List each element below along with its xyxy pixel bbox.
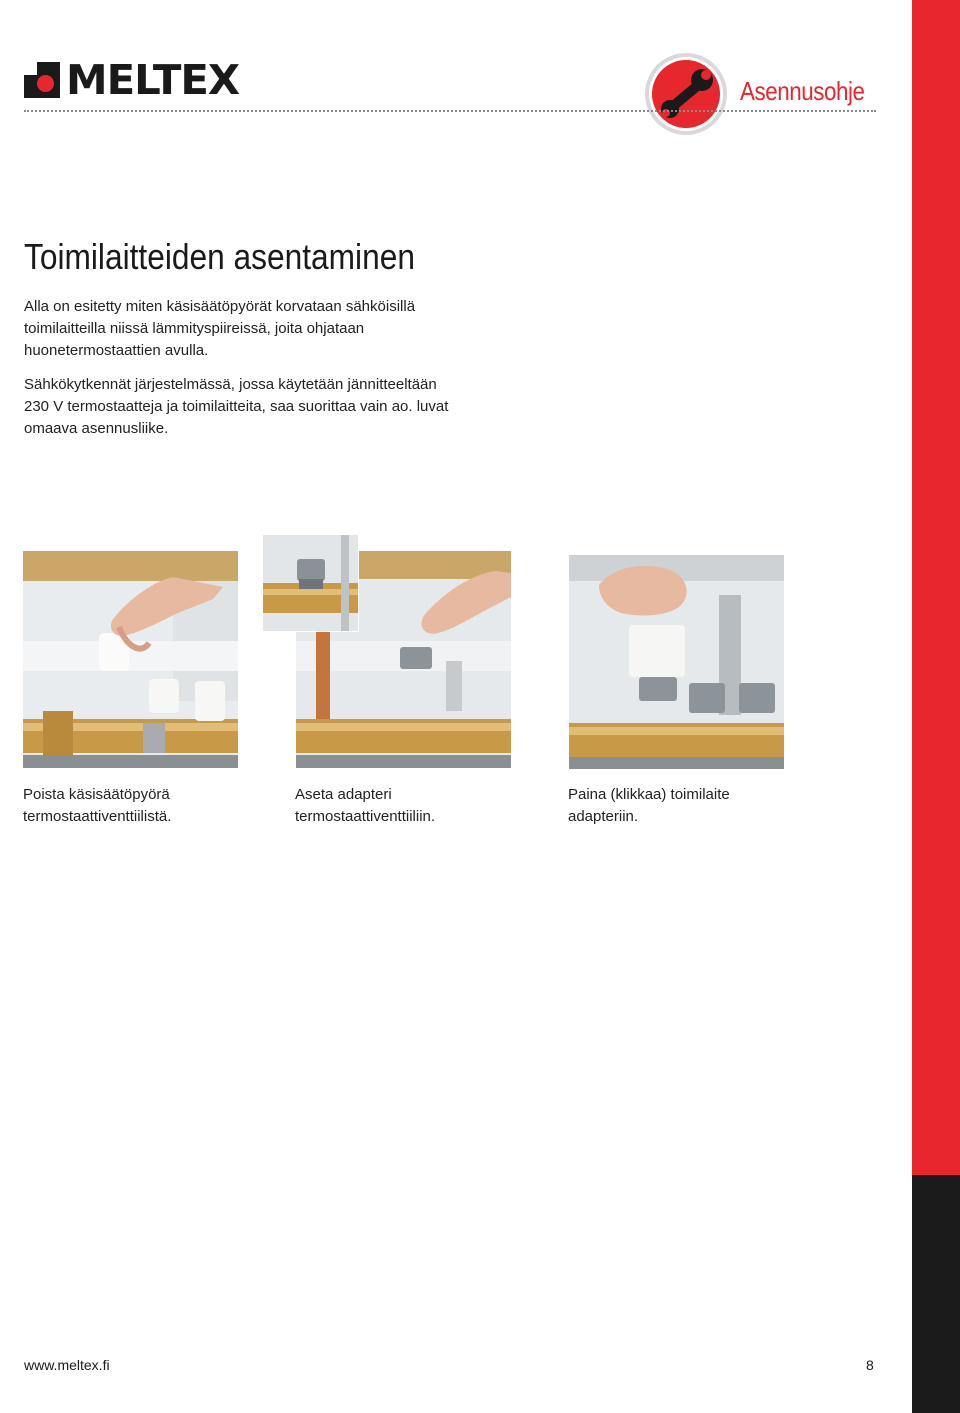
page-number: 8 <box>866 1357 874 1373</box>
intro-paragraph: Alla on esitetty miten käsisäätöpyörät korvataan sähköisillä toimilaitteilla niissä lämmityspiireissä, joita ohjataan huonetermostaattien avulla. <box>24 298 416 359</box>
meltex-logo <box>24 56 240 104</box>
warning-paragraph: Sähkökytkennät järjestelmässä, jossa käytetään jännitteeltään 230 V termostaatteja ja toimilaitteita, saa suorittaa vain ao. luvat omaava asennusliike. <box>24 376 449 437</box>
footer-url: www.meltex.fi <box>24 1357 110 1373</box>
header-divider <box>24 110 876 112</box>
side-dark-bar <box>912 1175 960 1413</box>
wrench-icon <box>644 52 728 136</box>
logo-text: MELTEX <box>66 56 240 104</box>
step2-inset-photo <box>262 534 359 632</box>
step1-caption: Poista käsisäätöpyörä termostaattiventtiilistä. <box>23 786 172 825</box>
step3-caption: Paina (klikkaa) toimilaite adapteriin. <box>568 786 730 825</box>
step3-photo <box>569 555 784 769</box>
side-accent-bar <box>912 0 960 1175</box>
header-title: Asennusohje <box>740 76 865 106</box>
page-title: Toimilaitteiden asentaminen <box>24 236 415 277</box>
step2-caption: Aseta adapteri termostaattiventtiiliin. <box>295 786 436 825</box>
logo-mark-icon <box>24 62 60 98</box>
step1-photo <box>23 551 238 768</box>
